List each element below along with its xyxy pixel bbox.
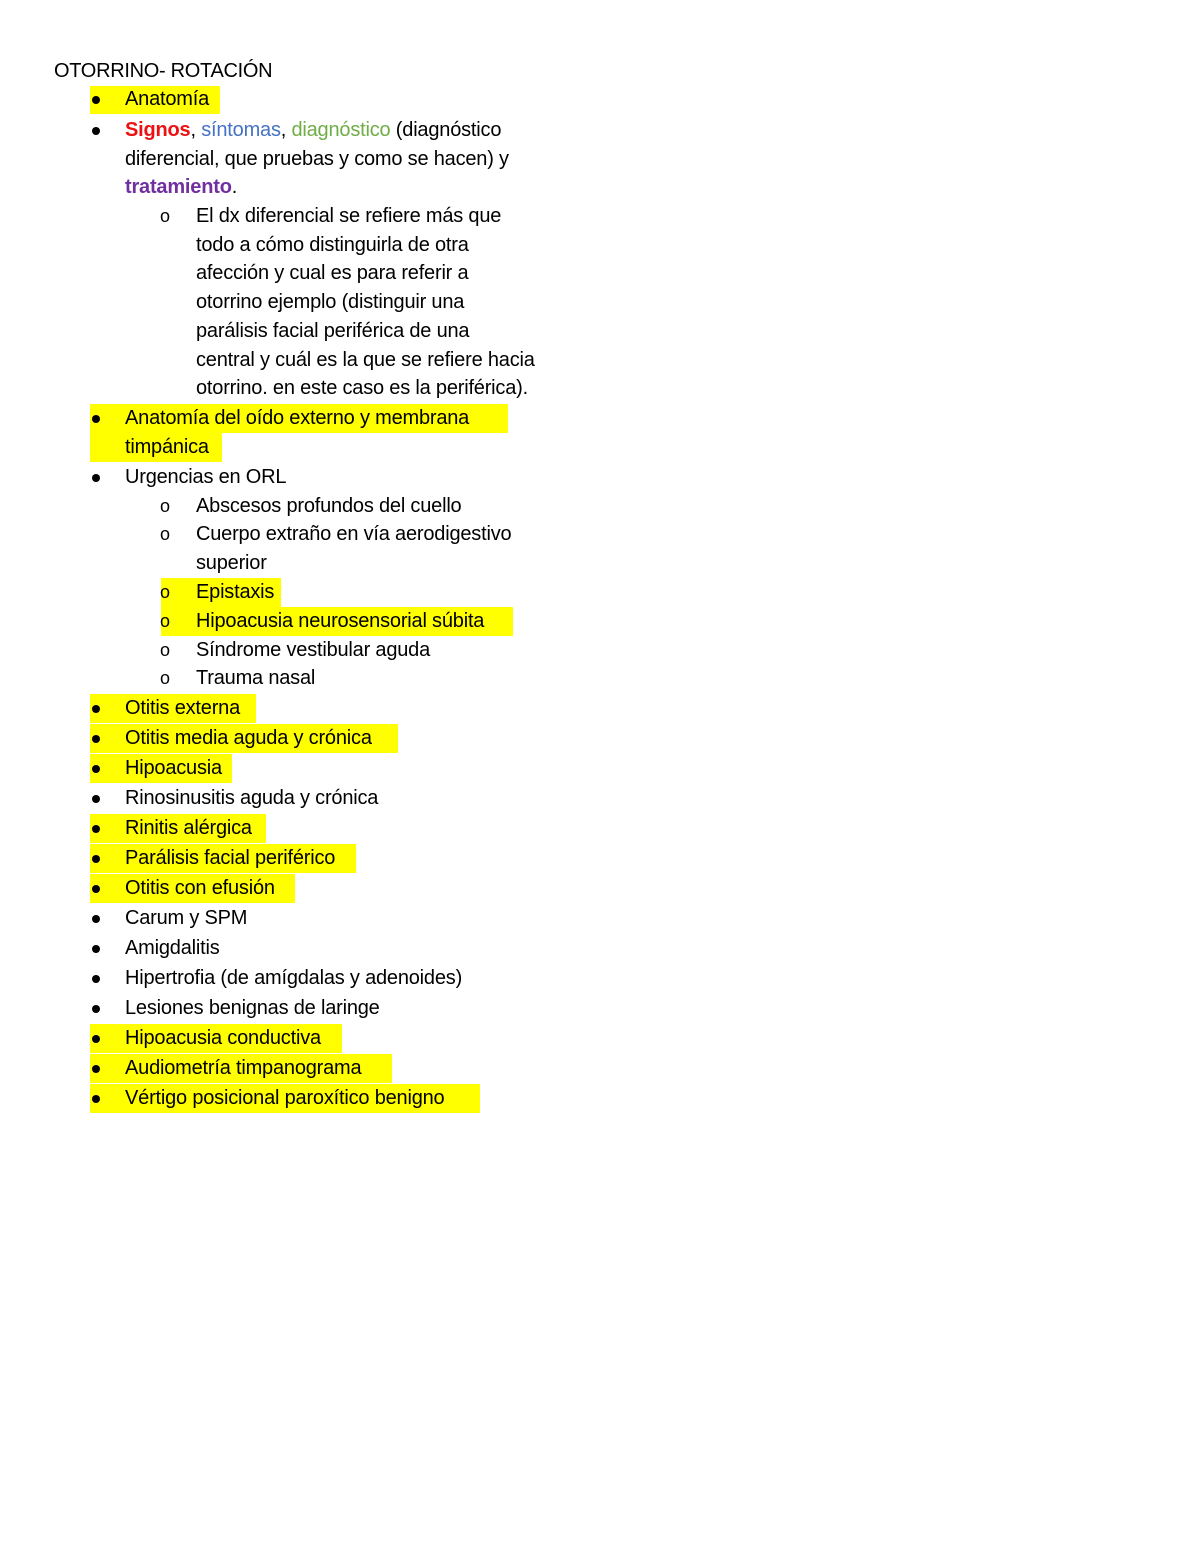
list-item: Rinitis alérgica — [125, 817, 252, 839]
list-item: Amigdalitis — [125, 937, 220, 959]
list-item: Otitis externa — [125, 697, 241, 719]
sub-list-item-continuation: afección y cual es para referir a — [196, 262, 469, 284]
list-item-continuation: diferencial, que pruebas y como se hacen) y — [125, 148, 509, 170]
sub-list-item: o Trauma nasal — [196, 664, 315, 693]
sub-list-item: o El dx diferencial se refiere más que — [196, 202, 501, 231]
circle-bullet-icon: o — [160, 640, 170, 660]
list-item: Hipoacusia conductiva — [125, 1027, 321, 1049]
list-item: Lesiones benignas de laringe — [125, 997, 380, 1019]
circle-bullet-icon: o — [160, 611, 170, 631]
diagnostico-term: diagnóstico — [291, 119, 391, 141]
sub-list-item-continuation: otorrino ejemplo (distinguir una — [196, 291, 465, 313]
list-item-continuation: timpánica — [125, 436, 209, 458]
list-item: Anatomía del oído externo y membrana — [125, 407, 470, 429]
list-item: Otitis con efusión — [125, 877, 275, 899]
document-title: OTORRINO- ROTACIÓN — [54, 60, 273, 82]
sub-list-item-continuation: superior — [196, 552, 267, 574]
circle-bullet-icon: o — [160, 496, 170, 516]
circle-bullet-icon: o — [160, 582, 170, 602]
sub-list-item: o Síndrome vestibular aguda — [196, 636, 430, 665]
circle-bullet-icon: o — [160, 668, 170, 688]
list-item-continuation: tratamiento. — [125, 176, 238, 198]
circle-bullet-icon: o — [160, 206, 170, 226]
list-item: Carum y SPM — [125, 907, 248, 929]
list-item: Hipertrofia (de amígdalas y adenoides) — [125, 967, 463, 989]
list-item: Vértigo posicional paroxítico benigno — [125, 1087, 445, 1109]
signos-term: Signos — [125, 119, 191, 141]
sub-list-item-continuation: todo a cómo distinguirla de otra — [196, 234, 469, 256]
list-item: Hipoacusia — [125, 757, 222, 779]
tratamiento-term: tratamiento — [125, 176, 232, 198]
sub-list-item-continuation: parálisis facial periférica de una — [196, 320, 470, 342]
list-item: Signos, síntomas, diagnóstico (diagnóstico — [125, 119, 502, 141]
sub-list-item-continuation: central y cuál es la que se refiere hacia — [196, 349, 535, 371]
sub-list-item: o Cuerpo extraño en vía aerodigestivo — [196, 520, 511, 549]
sub-list-item: o Hipoacusia neurosensorial súbita — [196, 607, 484, 636]
list-item: Urgencias en ORL — [125, 466, 287, 488]
list-item: Parálisis facial periférico — [125, 847, 336, 869]
sub-list-item: o Abscesos profundos del cuello — [196, 492, 461, 521]
list-item: Rinosinusitis aguda y crónica — [125, 787, 379, 809]
list-item: Anatomía — [125, 88, 210, 110]
sub-list-item-continuation: otorrino. en este caso es la periférica). — [196, 377, 528, 399]
circle-bullet-icon: o — [160, 524, 170, 544]
list-item: Otitis media aguda y crónica — [125, 727, 372, 749]
sintomas-term: síntomas — [201, 119, 281, 141]
sub-list-item: o Epistaxis — [196, 578, 274, 607]
list-item: Audiometría timpanograma — [125, 1057, 362, 1079]
